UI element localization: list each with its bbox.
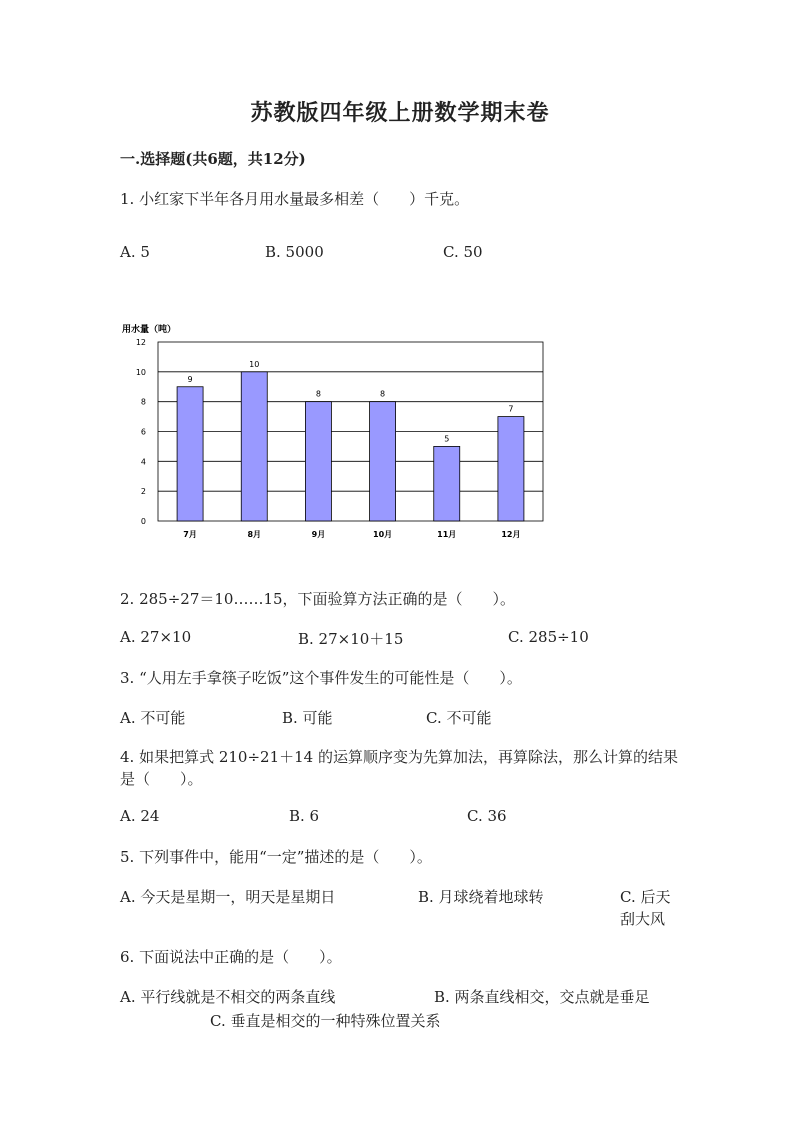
x-tick-label: 9月 bbox=[311, 530, 326, 539]
x-tick-label: 10月 bbox=[373, 530, 393, 539]
option-a: A. 5 bbox=[120, 243, 150, 261]
bar bbox=[305, 402, 331, 521]
question-5: 5. 下列事件中，能用“一定”描述的是（ ）。 bbox=[120, 848, 432, 866]
option-c: C. 后天刮大风 bbox=[620, 888, 671, 928]
water-usage-chart bbox=[118, 318, 558, 548]
bar bbox=[177, 387, 203, 521]
chart-svg bbox=[118, 318, 558, 548]
option-a: A. 今天是星期一，明天是星期日 bbox=[120, 888, 336, 906]
y-tick-label: 8 bbox=[140, 397, 146, 407]
y-tick-label: 0 bbox=[140, 517, 146, 526]
option-b: B. 6 bbox=[289, 807, 320, 825]
option-b: B. 可能 bbox=[282, 709, 333, 727]
option-a: A. 24 bbox=[120, 807, 160, 825]
option-c: C. 50 bbox=[443, 243, 483, 261]
page-title: 苏教版四年级上册数学期末卷 bbox=[250, 100, 550, 126]
option-b: B. 两条直线相交，交点就是垂足 bbox=[434, 988, 650, 1006]
question-6: 6. 下面说法中正确的是（ ）。 bbox=[120, 948, 342, 966]
chart-ylabel: 用水量（吨） bbox=[122, 325, 177, 335]
question-3: 3. “人用左手拿筷子吃饭”这个事件发生的可能性是（ ）。 bbox=[120, 669, 522, 687]
x-tick-label: 11月 bbox=[437, 530, 457, 539]
option-c: C. 285÷10 bbox=[508, 628, 589, 646]
data-label: 5 bbox=[444, 434, 450, 444]
x-tick-label: 7月 bbox=[183, 530, 197, 539]
y-tick-label: 12 bbox=[135, 338, 146, 347]
question-2: 2. 285÷27＝10……15，下面验算方法正确的是（ ）。 bbox=[120, 590, 516, 608]
y-tick-label: 4 bbox=[140, 457, 146, 467]
option-a: A. 不可能 bbox=[120, 709, 186, 727]
data-label: 9 bbox=[187, 374, 193, 384]
bar bbox=[498, 417, 524, 521]
section-heading: 一.选择题(共6题，共12分) bbox=[120, 150, 306, 168]
option-c: C. 36 bbox=[467, 807, 507, 825]
option-b: B. 月球绕着地球转 bbox=[418, 888, 544, 906]
bar bbox=[434, 446, 460, 521]
bar bbox=[370, 402, 396, 521]
question-4: 4. 如果把算式 210÷21＋14 的运算顺序变为先算加法，再算除法，那么计算的结果是（ ）。 bbox=[120, 748, 678, 788]
option-c: C. 不可能 bbox=[426, 709, 492, 727]
data-label: 7 bbox=[508, 404, 514, 414]
option-c: C. 垂直是相交的一种特殊位置关系 bbox=[210, 1012, 441, 1030]
data-label: 10 bbox=[249, 359, 260, 369]
option-b: B. 5000 bbox=[265, 243, 324, 261]
y-tick-label: 10 bbox=[135, 367, 146, 377]
option-a: A. 平行线就是不相交的两条直线 bbox=[120, 988, 336, 1006]
data-label: 8 bbox=[315, 389, 321, 399]
x-tick-label: 12月 bbox=[501, 530, 521, 539]
option-a: A. 27×10 bbox=[120, 628, 192, 646]
y-tick-label: 6 bbox=[140, 427, 146, 437]
option-b: B. 27×10＋15 bbox=[298, 630, 404, 648]
data-label: 8 bbox=[380, 389, 386, 399]
x-tick-label: 8月 bbox=[247, 530, 262, 539]
y-tick-label: 2 bbox=[140, 487, 146, 497]
question-1: 1. 小红家下半年各月用水量最多相差（ ）千克。 bbox=[120, 190, 470, 208]
bar bbox=[241, 372, 267, 521]
